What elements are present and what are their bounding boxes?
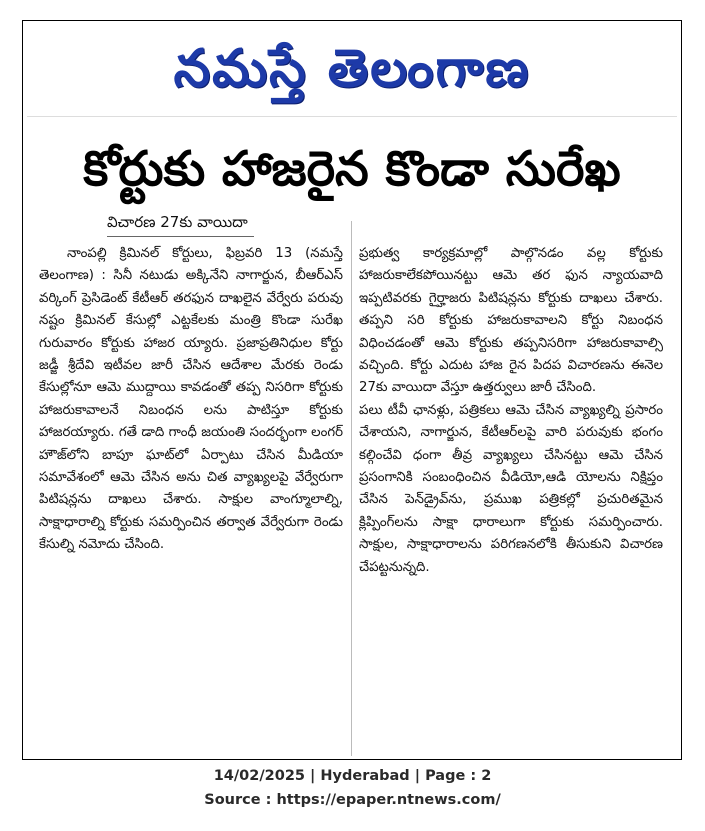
newspaper-masthead: నమస్తే తెలంగాణ [173, 39, 531, 99]
article-subheadline: విచారణ 27కు వాయిదా [107, 209, 248, 235]
column-divider [351, 221, 352, 756]
article-paragraph: నాంపల్లి క్రిమినల్ కోర్టులు, ఫిబ్రవరి 13 (నమస్తే తెలంగాణ) : సినీ నటుడు అక్కినేని నాగార్జున, బీఆర్ఎస్ వర్కింగ్ ప్రెసిడెంట్ కేటీఆర్ తరఫున దాఖలైన వేర్వేరు పరువు నష్టం క్రిమినల్ కేసుల్లో ఎట్టకేలకు మంత్రి కొండా సురేఖ గురువారం కోర్టుకు హాజర య్యారు. ప్రజాప్రతినిధుల కోర్టు జడ్జీ శ్రీదేవి ఇటీవల జారీ చేసిన ఆదేశాల మేరకు రెండు కేసుల్లోనూ ఆమె ముద్దాయి కావడంతో తప్ప నిసరిగా కోర్టుకు హాజరుకావాలనే నిబంధన లను పాటిస్తూ కోర్టుకు హాజరయ్యారు. గతే డాది గాంధీ జయంతి సందర్భంగా లంగర్ హౌజ్‌లోని బాపూ ఘాట్‌లో ఏర్పాటు చేసిన మీడియా సమావేశంలో ఆమె చేసిన అను చిత వ్యాఖ్యలపై వేర్వేరుగా పిటిషన్లను దాఖలు చేశారు. సాక్షుల వాంగ్మూలాల్ని, సాక్షాధారాల్ని కోర్టుకు సమర్పించిన తర్వాత వేర్వేరుగా రెండు కేసుల్ని నమోదు చేసింది. [39, 246, 343, 553]
footer-dateline: 14/02/2025 | Hyderabad | Page : 2 [213, 768, 492, 784]
article-column-1 [39, 243, 343, 763]
newspaper-clipping [22, 20, 682, 760]
article-column-2 [359, 243, 663, 763]
article-paragraph: ప్రభుత్వ కార్యక్రమాల్లో పాల్గొనడం వల్ల కోర్టుకు హాజరుకాలేకపోయినట్టు ఆమె తర ఫున న్యాయవాది ఇప్పటివరకు గైర్హాజరు పిటిషన్లను కోర్టుకు దాఖలు చేశారు. తప్పని సరి కోర్టుకు హాజరుకావాలని కోర్టు నిబంధన విధించడంతో ఆమె కోర్టుకు తప్పనిసరిగా హాజరుకావాల్సి వచ్చింది. కోర్టు ఎదుట హాజ రైన పిదప విచారణను ఈనెల 27కు వాయిదా వేస్తూ ఉత్తర్వులు జారీ చేసింది. [359, 246, 663, 396]
article-headline: కోర్టుకు హాజరైన కొండా సురేఖ [83, 141, 621, 197]
masthead-divider [27, 116, 677, 117]
article-paragraph: పలు టీవీ ఛానళ్లు, పత్రికలు ఆమె చేసిన వ్యాఖ్యల్ని ప్రసారం చేశాయని, నాగార్జున, కేటీఆర్‌లపై వారి పరువుకు భంగం కల్గించేవి ధంగా తీవ్ర వ్యాఖ్యలు చేసినట్టు ఆమె చేసిన ప్రసంగానికి సంబంధించిన వీడియో,ఆడి యోలను నిక్షిప్తం చేసిన పెన్‌డ్రైవ్‌ను, ప్రముఖ పత్రికల్లో ప్రచురితమైన క్లిప్పింగ్‌లను సాక్షా ధారాలుగా కోర్టుకు సమర్పించారు. సాక్షుల, సాక్షాధారాలను పరిగణనలోకి తీసుకుని విచారణ చేపట్టనున్నది. [359, 402, 663, 575]
footer-source: Source : https://epaper.ntnews.com/ [204, 792, 501, 808]
